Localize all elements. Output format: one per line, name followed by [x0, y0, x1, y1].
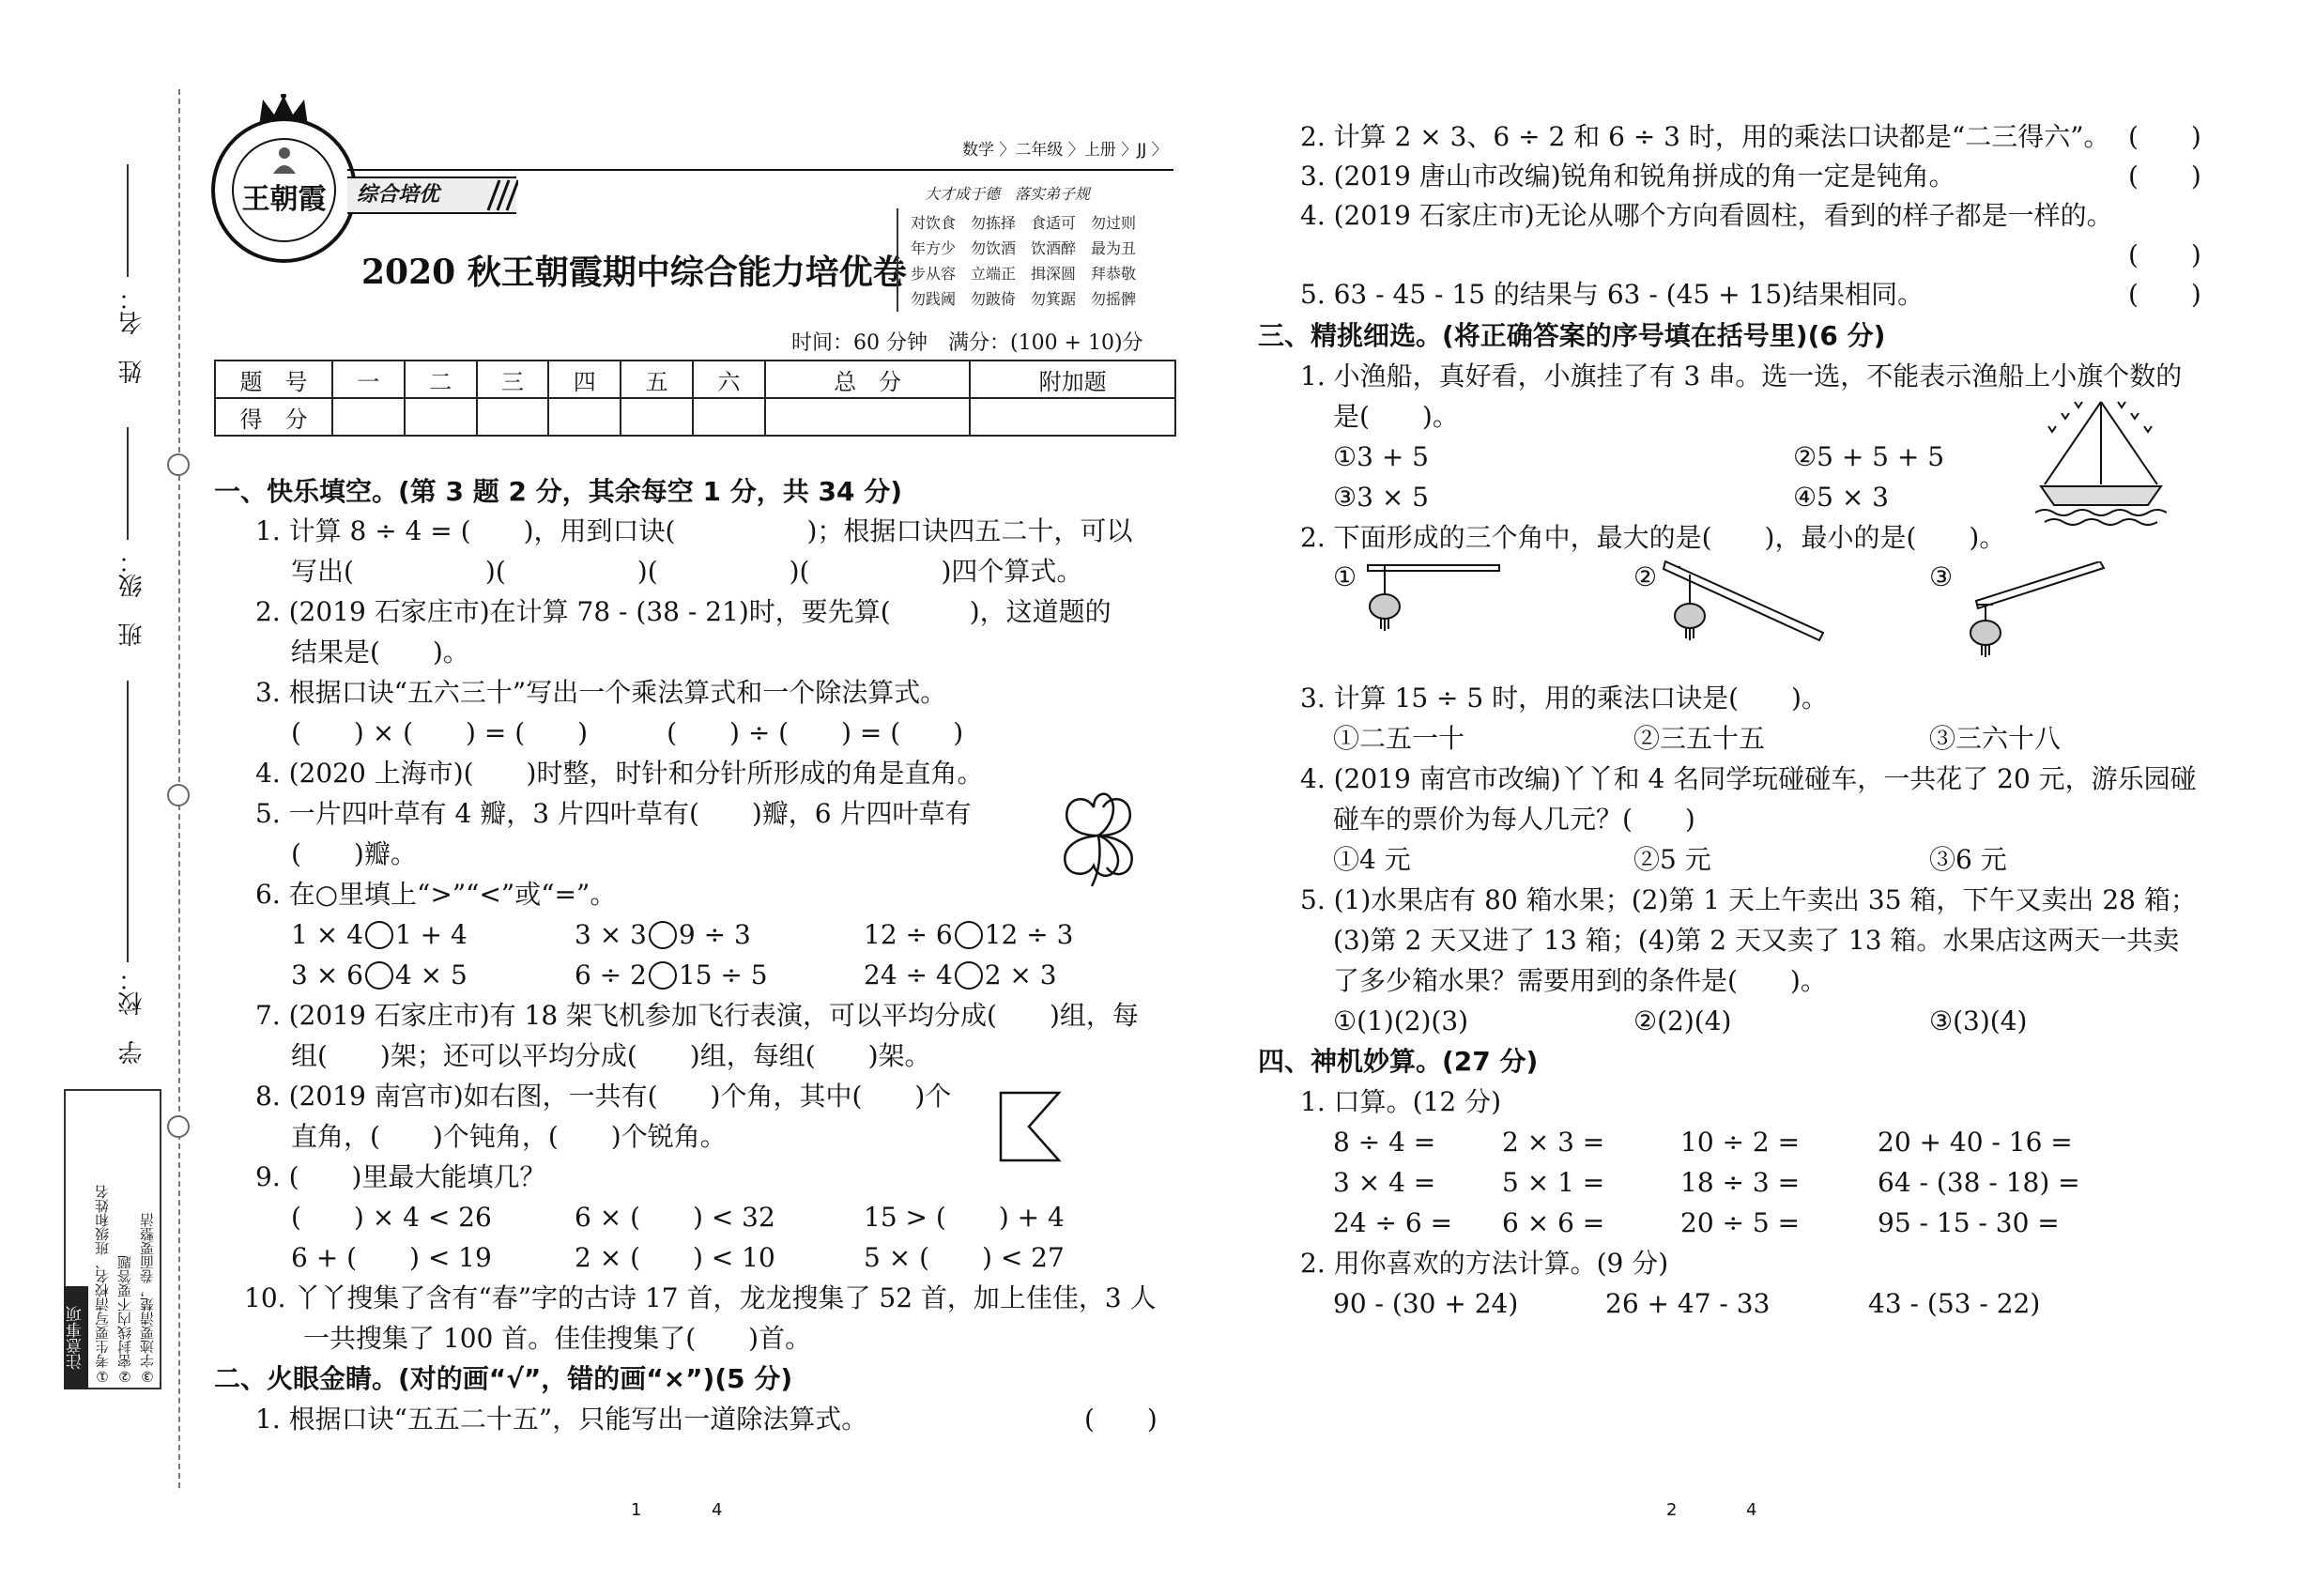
question-text: 1. 计算 8 ÷ 4 = ( )，用到口诀( )；根据口诀四五二十，可以: [255, 515, 1133, 546]
notice-item: ②密封线内不要答题: [116, 1255, 133, 1385]
calc-item: 90 - (30 + 24): [1333, 1288, 1519, 1319]
school-label: 学 校：: [118, 967, 146, 1065]
section-3-heading: 三、精挑细选。(将正确答案的序号填在括号里)(6 分): [1258, 320, 1886, 351]
compare-circle[interactable]: [955, 921, 983, 949]
question-text: 3. 根据口诀“五六三十”写出一个乘法算式和一个除法算式。: [255, 677, 947, 708]
page-number: 4: [712, 1500, 723, 1520]
score-cell[interactable]: [332, 398, 405, 436]
section-4-heading: 四、神机妙算。(27 分): [1258, 1046, 1539, 1077]
question-text: 组( )架；还可以平均分成( )组，每组( )架。: [291, 1040, 931, 1071]
mental-math-item: 6 × 6 =: [1502, 1207, 1605, 1238]
school-blank-line[interactable]: [127, 681, 129, 962]
score-header-cell: 五: [621, 361, 693, 398]
mental-math-item: 95 - 15 - 30 =: [1878, 1207, 2060, 1238]
motto-line: 年方少 勿饮酒 饮酒醉 最为丑: [911, 239, 1137, 257]
question-text: 7. (2019 石家庄市)有 18 架飞机参加飞行表演，可以平均分成( )组，每: [255, 1000, 1139, 1031]
binding-hole: [167, 453, 190, 476]
choice-option[interactable]: ②三五十五: [1633, 723, 1766, 754]
score-header-cell: 二: [405, 361, 477, 398]
question-text: 写出( )( )( )( )四个算式。: [291, 556, 1083, 587]
inequality-item: 5 × ( ) < 27: [864, 1242, 1065, 1273]
notice-item: ③字迹要清楚，卷面要整洁: [139, 1213, 156, 1385]
question-text: 直角，( )个钝角，( )个锐角。: [291, 1121, 727, 1152]
score-header-cell: 三: [477, 361, 549, 398]
mental-math-item: 24 ÷ 6 =: [1333, 1207, 1453, 1238]
mental-math-item: 3 × 4 =: [1333, 1167, 1436, 1198]
class-label: 班 级：: [118, 549, 146, 647]
question-text: 了多少箱水果？需要用到的条件是( )。: [1333, 965, 1827, 996]
score-header-cell: 附加题: [970, 361, 1175, 398]
question-text: 5. 一片四叶草有 4 瓣，3 片四叶草有( )瓣，6 片四叶草有: [255, 798, 972, 829]
slash-decoration-icon: [481, 178, 518, 212]
four-leaf-clover-icon: [1047, 789, 1150, 887]
question-text: 4. (2019 石家庄市)无论从哪个方向看圆柱，看到的样子都是一样的。: [1300, 200, 2113, 231]
score-header-cell: 一: [332, 361, 405, 398]
choice-option[interactable]: ④5 × 3: [1793, 482, 1889, 513]
choice-option[interactable]: ①4 元: [1333, 844, 1411, 875]
compare-item: 24 ÷ 4 2 × 3: [864, 959, 1057, 990]
choice-option[interactable]: ①二五一十: [1333, 723, 1465, 754]
mental-math-item: 20 ÷ 5 =: [1680, 1207, 1801, 1238]
motto-line: 勿践阈 勿跛倚 勿箕踞 勿摇髀: [911, 290, 1137, 308]
mental-math-item: 2 × 3 =: [1502, 1127, 1605, 1158]
compare-circle[interactable]: [649, 921, 677, 949]
name-label: 姓 名：: [118, 286, 146, 384]
question-text: 5. 63 - 45 - 15 的结果与 63 - (45 + 15)结果相同。: [1300, 279, 1924, 310]
mental-math-item: 10 ÷ 2 =: [1680, 1127, 1801, 1158]
question-text: ( ) × ( ) = ( ) ( ) ÷ ( ) = ( ): [291, 717, 964, 748]
binding-hole: [167, 784, 190, 806]
inequality-item: 6 × ( ) < 32: [575, 1202, 775, 1233]
compare-circle[interactable]: [365, 921, 393, 949]
compare-circle[interactable]: [365, 961, 393, 990]
section-tag: 综合培优: [357, 183, 440, 207]
person-icon: [271, 146, 298, 174]
publisher-logo: [211, 117, 357, 263]
paper-title: 2020 秋王朝霞期中综合能力培优卷: [361, 253, 907, 292]
choice-option[interactable]: ③(3)(4): [1929, 1005, 2028, 1036]
compare-item: 3 × 3 9 ÷ 3: [575, 919, 751, 950]
lantern-angle-figure-2: [1662, 554, 1831, 657]
question-text: 2. 计算 2 × 3、6 ÷ 2 和 6 ÷ 3 时，用的乘法口诀都是“二三得六”。: [1300, 121, 2110, 152]
question-text: 1. 小渔船，真好看，小旗挂了有 3 串。选一选，不能表示渔船上小旗个数的: [1300, 361, 2183, 391]
choice-option[interactable]: ②5 + 5 + 5: [1793, 441, 1945, 472]
answer-paren[interactable]: ( ): [1084, 1404, 1158, 1435]
angle-option-label[interactable]: ②: [1633, 561, 1658, 592]
choice-option[interactable]: ①3 + 5: [1333, 441, 1429, 472]
subject-breadcrumb: 数学 〉二年级 〉上册 〉JJ 〉: [962, 141, 1168, 160]
score-header-cell: 四: [548, 361, 621, 398]
score-header-cell: 六: [693, 361, 765, 398]
mental-math-item: 8 ÷ 4 =: [1333, 1127, 1436, 1158]
question-text: 9. ( )里最大能填几？: [255, 1161, 546, 1192]
section-2-heading: 二、火眼金睛。(对的画“√”，错的画“×”)(5 分): [214, 1363, 793, 1394]
compare-item: 6 ÷ 2 15 ÷ 5: [575, 959, 768, 990]
page-number: 2: [1666, 1500, 1678, 1520]
lantern-angle-figure-3: [1957, 561, 2108, 665]
answer-paren[interactable]: ( ): [2128, 121, 2201, 152]
answer-paren[interactable]: ( ): [2128, 239, 2201, 270]
question-text: 1. 根据口诀“五五二十五”，只能写出一道除法算式。: [255, 1404, 868, 1435]
question-text: 1. 口算。(12 分): [1300, 1086, 1501, 1117]
motto-line: 对饮食 勿拣择 食适可 勿过则: [911, 214, 1137, 232]
section-1-heading: 一、快乐填空。(第 3 题 2 分，其余每空 1 分，共 34 分): [214, 476, 902, 507]
time-score-info: 时间：60 分钟 满分：(100 + 10)分: [791, 331, 1143, 355]
question-text: 2. 下面形成的三个角中，最大的是( )，最小的是( )。: [1300, 522, 2006, 553]
answer-paren[interactable]: ( ): [2128, 161, 2201, 192]
mental-math-item: 5 × 1 =: [1502, 1167, 1605, 1198]
answer-paren[interactable]: ( ): [2128, 279, 2201, 310]
page-number: 4: [1746, 1500, 1757, 1520]
class-blank-line[interactable]: [127, 427, 129, 540]
compare-item: 12 ÷ 6 12 ÷ 3: [864, 919, 1074, 950]
page-number: 1: [631, 1500, 642, 1520]
question-text: 4. (2019 南宫市改编)丫丫和 4 名同学玩碰碰车，一共花了 20 元，游乐园碰: [1300, 763, 2197, 794]
mental-math-item: 18 ÷ 3 =: [1680, 1167, 1801, 1198]
score-cell[interactable]: [765, 398, 971, 436]
score-cell[interactable]: [693, 398, 765, 436]
score-cell[interactable]: [970, 398, 1175, 436]
motto-title: 大才成于德 落实弟子规: [925, 185, 1091, 203]
mental-math-item: 20 + 40 - 16 =: [1878, 1127, 2073, 1158]
score-header-cell: 总 分: [765, 361, 971, 398]
question-text: (3)第 2 天又进了 13 箱；(4)第 2 天又卖了 13 箱。水果店这两天一共卖: [1333, 925, 2180, 956]
question-text: 5. (1)水果店有 80 箱水果；(2)第 1 天上午卖出 35 箱，下午又卖出 28 箱；: [1300, 884, 2197, 915]
lantern-angle-figure-1: [1366, 561, 1507, 665]
angle-flag-figure: [997, 1089, 1063, 1164]
notice-item: ①考生要写清校名、班级和姓名: [94, 1185, 111, 1385]
question-text: 4. (2020 上海市)( )时整，时针和分针所形成的角是直角。: [255, 758, 984, 789]
question-text: 3. (2019 唐山市改编)锐角和锐角拼成的角一定是钝角。: [1300, 161, 1955, 192]
header-rule: [347, 169, 1173, 171]
question-text: 10. 丫丫搜集了含有“春”字的古诗 17 首，龙龙搜集了 52 首，加上佳佳，3 人: [244, 1282, 1157, 1313]
choice-option[interactable]: ①(1)(2)(3): [1333, 1005, 1469, 1036]
compare-item: 1 × 4 1 + 4: [291, 919, 468, 950]
question-text: 3. 计算 15 ÷ 5 时，用的乘法口诀是( )。: [1300, 683, 1828, 714]
binding-hole: [167, 1115, 190, 1138]
score-cell[interactable]: [621, 398, 693, 436]
score-cell[interactable]: [548, 398, 621, 436]
compare-circle[interactable]: [649, 961, 677, 990]
choice-option[interactable]: ③三六十八: [1929, 723, 2062, 754]
compare-circle[interactable]: [955, 961, 983, 990]
logo-text: 王朝霞: [241, 183, 327, 216]
question-text: 是( )。: [1333, 401, 1459, 432]
score-table: [214, 360, 1176, 437]
inequality-item: 6 + ( ) < 19: [291, 1242, 492, 1273]
question-text: 碰车的票价为每人几元？( ): [1333, 804, 1695, 835]
calc-item: 26 + 47 - 33: [1605, 1288, 1771, 1319]
question-text: 结果是( )。: [291, 637, 469, 668]
score-cell[interactable]: [405, 398, 477, 436]
question-text: 8. (2019 南宫市)如右图，一共有( )个角，其中( )个: [255, 1081, 952, 1112]
question-text: 6. 在○里填上“>”“<”或“=”。: [255, 879, 617, 910]
angle-option-label[interactable]: ①: [1333, 561, 1357, 592]
score-cell[interactable]: [477, 398, 549, 436]
choice-option[interactable]: ③6 元: [1929, 844, 2007, 875]
choice-option[interactable]: ③3 × 5: [1333, 482, 1429, 513]
question-text: 一共搜集了 100 首。佳佳搜集了( )首。: [303, 1323, 812, 1354]
angle-option-label[interactable]: ③: [1929, 561, 1954, 592]
question-text: 2. 用你喜欢的方法计算。(9 分): [1300, 1248, 1669, 1279]
inequality-item: 2 × ( ) < 10: [575, 1242, 775, 1273]
fishing-boat-icon: [2035, 394, 2167, 526]
score-row-label: 得 分: [215, 398, 332, 436]
inequality-item: ( ) × 4 < 26: [291, 1202, 492, 1233]
calc-item: 43 - (53 - 22): [1868, 1288, 2041, 1319]
question-text: 2. (2019 石家庄市)在计算 78 - (38 - 21)时，要先算( )，这道题的: [255, 596, 1112, 627]
question-text: ( )瓣。: [291, 838, 417, 869]
mental-math-item: 64 - (38 - 18) =: [1878, 1167, 2080, 1198]
choice-option[interactable]: ②5 元: [1633, 844, 1711, 875]
notice-title: 注意事项: [64, 1286, 88, 1389]
inequality-item: 15 > ( ) + 4: [864, 1202, 1065, 1233]
choice-option[interactable]: ②(2)(4): [1633, 1005, 1732, 1036]
score-header-cell: 题 号: [215, 361, 332, 398]
compare-item: 3 × 6 4 × 5: [291, 959, 468, 990]
motto-line: 步从容 立端正 揖深圆 拜恭敬: [911, 265, 1137, 283]
name-blank-line[interactable]: [127, 164, 129, 277]
